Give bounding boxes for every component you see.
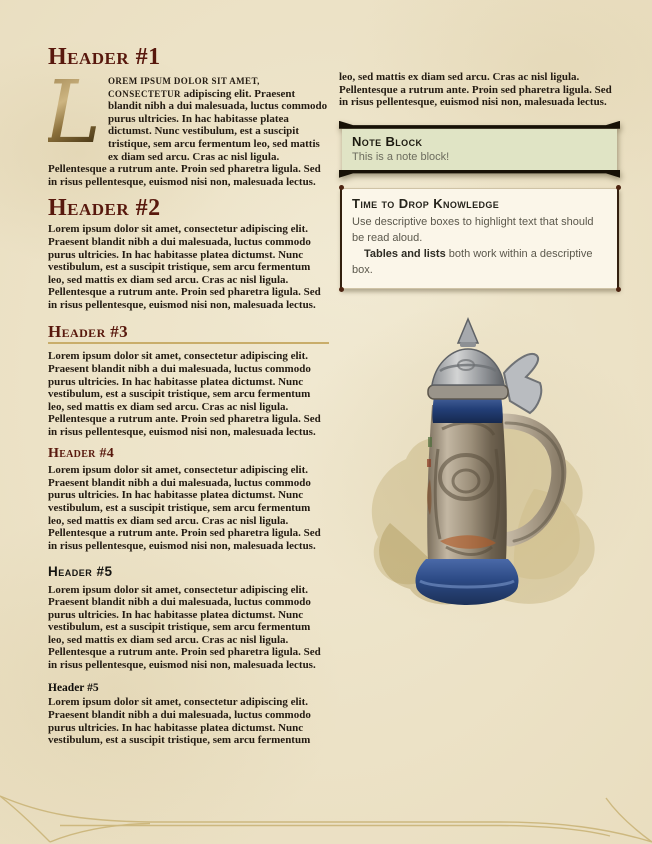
header-6-bold: Header #5 xyxy=(48,681,99,694)
descriptive-box xyxy=(340,188,619,289)
descriptive-bold-lead: Tables and lists xyxy=(364,247,446,260)
corner-pin-icon xyxy=(616,287,621,292)
note-border-top xyxy=(339,121,620,129)
paragraph-3: Lorem ipsum dolor sit amet, consectetur adipiscing elit. Praesent blandit nibh a dui malesuada, luctus commodo purus ultricies. In hac habitasse platea dictumst. Nunc vestibulum, est a suscipit tristique, sem arcu fermentum leo, sed mattis ex diam sed arcu. Cras ac nisl ligula. Pellentesque a rutrum ante. Proin sed pharetra ligula. Sed in risus pellentesque, euismod nisi non, malesuada lectus. xyxy=(48,350,321,438)
corner-pin-icon xyxy=(339,287,344,292)
footer-ornament xyxy=(0,790,652,844)
descriptive-box-line1: Use descriptive boxes to highlight text that should be read aloud. xyxy=(352,215,594,244)
paragraph-4: Lorem ipsum dolor sit amet, consectetur adipiscing elit. Praesent blandit nibh a dui malesuada, luctus commodo purus ultricies. In hac habitasse platea dictumst. Nunc vestibulum, est a suscipit tristique, sem arcu fermentum leo, sed mattis ex diam sed arcu. Cras ac nisl ligula. Pellentesque a rutrum ante. Proin sed pharetra ligula. Sed in risus pellentesque, euismod nisi non, malesuada lectus. xyxy=(48,464,321,552)
note-border-bottom xyxy=(339,170,620,178)
beer-stein-image xyxy=(354,309,606,611)
paragraph-2: Lorem ipsum dolor sit amet, consectetur adipiscing elit. Praesent blandit nibh a dui malesuada, luctus commodo purus ultricies. In hac habitasse platea dictumst. Nunc vestibulum, est a suscipit tristique, sem arcu fermentum leo, sed mattis ex diam sed arcu. Cras ac nisl ligula. Pellentesque a rutrum ante. Proin sed pharetra ligula. Sed in risus pellentesque, euismod nisi non, malesuada lectus. xyxy=(48,223,321,311)
descriptive-line2-rest: both work within a descriptive box. xyxy=(352,247,593,276)
two-column-layout xyxy=(44,44,620,747)
header-3: Header #3 xyxy=(48,323,329,345)
header-1: Header #1 xyxy=(48,44,161,70)
paragraph-6-partial: Lorem ipsum dolor sit amet, consectetur adipiscing elit. Praesent blandit nibh a dui malesuada, luctus commodo purus ultricies. In hac habitasse platea dictumst. Nunc vestibulum, est a suscipit tristique, sem arcu fermentum xyxy=(48,696,311,747)
header-4: Header #4 xyxy=(48,445,115,461)
right-column xyxy=(339,45,620,611)
descriptive-box-title: Time to Drop Knowledge xyxy=(352,195,500,211)
beer-stein-illustration xyxy=(354,309,606,611)
paragraph-5: Lorem ipsum dolor sit amet, consectetur adipiscing elit. Praesent blandit nibh a dui malesuada, luctus commodo purus ultricies. In hac habitasse platea dictumst. Nunc vestibulum, est a suscipit tristique, sem arcu fermentum leo, sed mattis ex diam sed arcu. Cras ac nisl ligula. Pellentesque a rutrum ante. Proin sed pharetra ligula. Sed in risus pellentesque, euismod nisi non, malesuada lectus. xyxy=(48,583,321,672)
corner-pin-icon xyxy=(339,185,344,190)
note-block xyxy=(339,121,620,178)
note-title: Note Block xyxy=(352,133,423,149)
note-body-text: This is a note block! xyxy=(352,150,450,163)
descriptive-box-line2 xyxy=(352,246,607,278)
header-5: Header #5 xyxy=(48,564,113,580)
corner-pin-icon xyxy=(616,185,621,190)
header-2: Header #2 xyxy=(48,195,161,222)
paragraph-1 xyxy=(44,63,329,188)
paragraph-1-text: adipiscing elit. Praesent blandit nibh a dui malesuada, luctus commodo purus ultricies. In hac habitasse platea dictumst. Nunc vestibulum, est a suscipit tristique, sem arcu fermentum leo, sed mattis ex diam sed arcu. Cras ac nisl ligula. Pellentesque a rutrum ante. Proin sed pharetra ligula. Sed in risus pellentesque, euismod nisi non, malesuada lectus. xyxy=(48,87,328,188)
continuation-paragraph: leo, sed mattis ex diam sed arcu. Cras ac nisl ligula. Pellentesque a rutrum ante. Proin sed pharetra ligula. Sed in risus pellentesque, euismod nisi non, malesuada lectus. xyxy=(339,71,612,109)
lede-smallcaps-line: OREM IPSUM DOLOR SIT AMET, CONSECTETUR xyxy=(108,76,260,99)
drop-cap-letter: L xyxy=(44,63,102,163)
left-column xyxy=(44,44,329,747)
